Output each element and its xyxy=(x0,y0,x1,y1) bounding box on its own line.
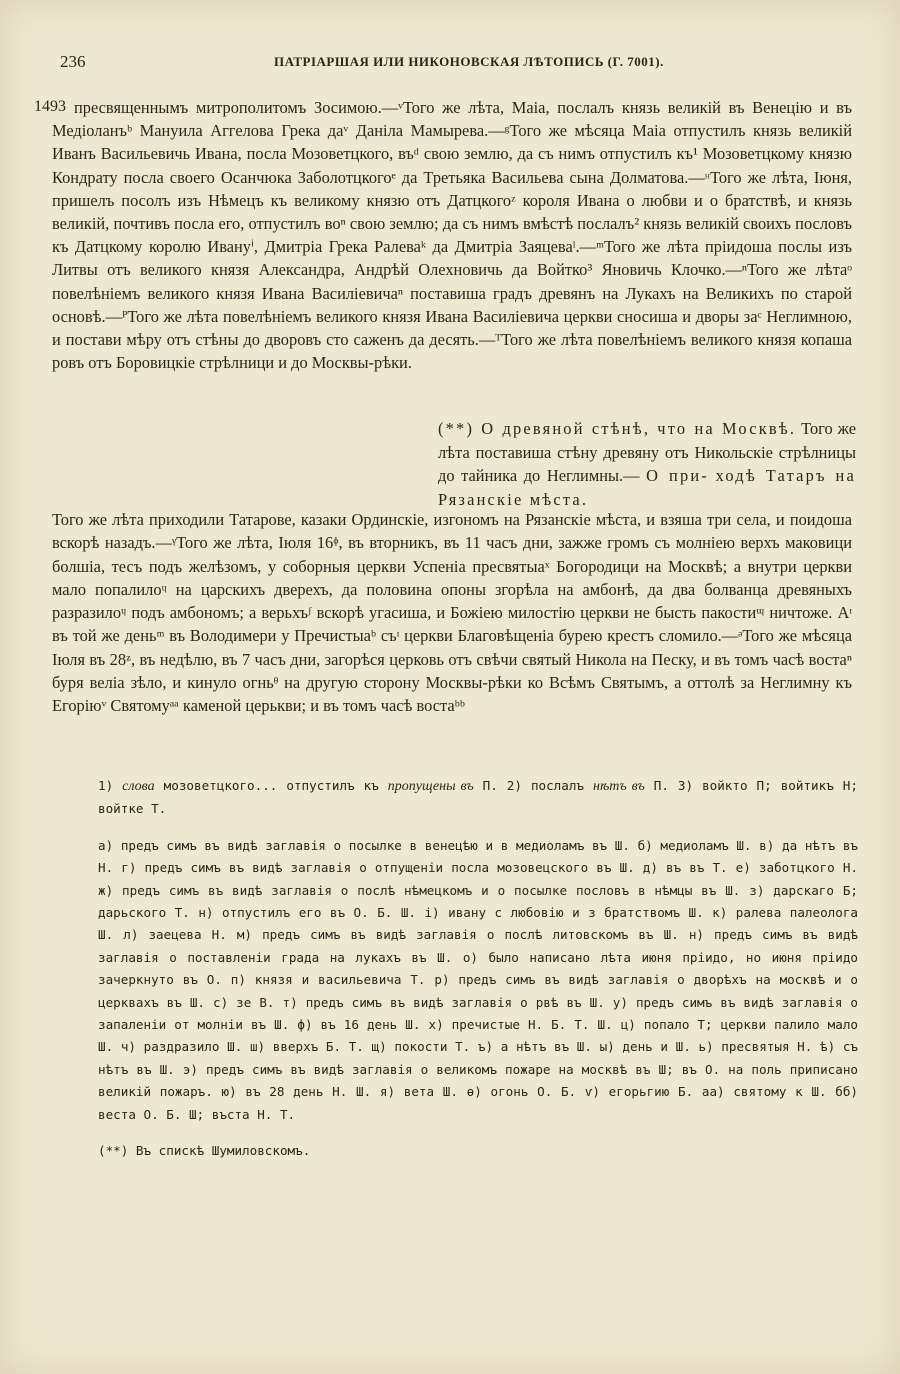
inserted-heading-wooden-wall: (**) О древяной стѣнѣ, что на Москвѣ. xyxy=(438,419,797,438)
footnote-1-text-3: П. 3) войкто П; войтикъ Н; войтке Т. xyxy=(98,778,858,817)
footnote-1-text-2: П. 2) послалъ xyxy=(482,778,585,793)
footnote-1-label: 1) xyxy=(98,778,114,793)
running-title: ПАТРІАРШАЯ ИЛИ НИКОНОВСКАЯ ЛѢТОПИСЬ (Г. 7001). xyxy=(274,54,664,69)
page-header xyxy=(54,52,854,74)
footnote-1-italic-1: слова xyxy=(122,779,155,794)
footnote-source-note: (**) Въ спискѣ Шумиловскомъ. xyxy=(98,1143,311,1159)
footnote-lettered: а) предъ симъ въ видѣ заглавія о посылке в венецѣю и в медиоламъ въ Ш. б) медиоламъ Ш. в) да нѣтъ въ Н. г) предъ симъ въ видѣ заглавія о отпущеніи посла мозовецского въ Ш. д) въ въ Т. е) заботцкого Н. ж) предъ симъ въ видѣ заглавія о послѣ нѣмецкомъ и о посылке пословъ в нѣмцы въ Ш. з) дарскаго Б; дарьского Т. н) отпустилъ его въ О. Б. Ш. і) ивану с любовію и з братствомъ Ш. к) ралева палеолога Ш. л) заецева Н. м) предъ симъ въ видѣ заглавія о послѣ литовскомъ въ Ш. н) предъ симъ въ видѣ заглавія о поставленіи града на лукахъ въ Ш. о) было написано лѣта июня пріидо, но июня пріидо зачеркнуто въ О. п) князя и васильевича Т. р) предъ симъ въ видѣ заглавія о дворѣхъ на москвѣ и о церквахъ въ Ш. с) зе В. т) предъ симъ въ видѣ заглавія о рвѣ въ Ш. у) предъ симъ въ видѣ заглавія о запаленіи от молніи въ Ш. ф) въ 16 день Ш. х) пречистые Н. Б. Т. Ш. ц) попало Т; церкви палило мало Ш. ч) раздразило Ш. ш) вверхъ Б. Т. щ) покости Т. ъ) а нѣтъ въ Ш. ы) день и Ш. ь) пресвятыя Н. ѣ) съ нѣтъ въ Ш. э) предъ симъ въ видѣ заглавія о великомъ пожаре на москвѣ въ Ш; въ О. на поль приписано великій пожаръ. ю) въ 28 день Н. Ш. я) вета Ш. ѳ) огонь О. Б. ѵ) егорьгию Б. аа) святому к Ш. бб) веста О. Б. Ш; въста Н. Т. xyxy=(98,837,858,1122)
inserted-text-wooden-wall: Того же лѣта поставиша стѣну древяну отъ Никольскіе стрѣлницы до тайника до Неглимны.— xyxy=(438,419,856,486)
continued-paragraph: Того же лѣта приходили Татарове, казаки Ординскіе, изгономъ на Рязанскіе мѣста, и взяша три села, и поидоша вскорѣ назадъ.—ᵞТого же лѣта, Іюля 16ᶲ, въ вторникъ, въ 11 часъ дни, зажже громъ съ молніею верхъ маковици болшіа, тесъ подъ желѣзомъ, у соборныя церкви Успеніа пресвятыаˣ Богородици на Москвѣ; а внутри церкви мало попалилоᶣ на царскихъ дверехъ, да половина опоны згорѣла на амбонѣ, да два болванца древяныхъ разразилоᶣ подъ амбономъ; а верьхъᶴ вскорѣ угасиша, и Божіею милостію церкви не бысть пакостиᶭ ничтоже. Аᶦ въ той же деньᵐ въ Володимери у Пречистыаᵇ съᶦ церкви Благовѣщеніа бурею крестъ сломило.—ᵊТого же мѣсяца Іюля въ 28ᶽ, въ недѣлю, въ 7 часъ дни, загорѣся церковь отъ свѣчи святый Никола на Песку, и въ томъ часѣ востаⁿ буря веліа зѣло, и кинуло огньᶿ на другую сторону Москвы-рѣки ко Всѣмъ Святымъ, а оттолѣ за Неглимну къ Егоріюᵛ Святомуᵃᵃ каменой церькви; и въ томъ часѣ востаᵇᵇ xyxy=(52,510,852,716)
main-text-block xyxy=(52,96,852,374)
inserted-heading-tatars-b: ходѣ Татаръ на Рязанскіе мѣста. xyxy=(438,466,856,509)
footnote-1-italic-2: пропущены въ xyxy=(387,779,474,794)
inserted-paragraph xyxy=(438,417,856,511)
main-paragraph: пресвященнымъ митрополитомъ Зосимою.—ᵛТого же лѣта, Маіа, послалъ князь великій въ Венецію и въ Медіоланъᵇ Мануила Аггелова Грека даᵛ Даніла Мамырева.—ᵍТого же мѣсяца Маіа отпустилъ князь великій Иванъ Васильевичь Ивана, посла Мозоветцкого, въᵈ свою землю, да съ нимъ отпустилъ къ¹ Мозоветцкому князю Кондрату посла своего Осанчюка Заболотцкогоᵉ да Третьяка Васильева сына Долматова.—ᵸТого же лѣта, Іюня, пришелъ посолъ изъ Нѣмецъ къ великому князю отъ Датцкогоᶻ короля Ивана о любви и о братствѣ, и князь великій, почтивъ посла его, отпустилъ воⁿ свою землю; да съ нимъ вмѣстѣ послалъ² князь великій своихъ пословъ къ Датцкому королю Ивануⁱ, Дмитріа Грека Ралеваᵏ да Дмитріа Заяцеваˡ.—ᵐТого же лѣта пріидоша послы изъ Литвы отъ великого князя Александра, Андрѣй Олехновичь да Войтко³ Яновичь Клочко.—ⁿТого же лѣтаᵒ повелѣніемъ великого князя Ивана Василіевичаⁿ поставиша градъ древянъ на Лукахъ на Великихъ по старой основѣ.—ᴾТого же лѣта повелѣніемъ великого князя Ивана Василіевича церкви сносиша и дворы заᶜ Неглимною, и постави мѣру отъ стѣны до дворовъ сто саженъ да десять.—ᵀТого же лѣта повелѣніемъ великого князя копаша ровъ отъ Боровицкіе стрѣлници и до Москвы-рѣки. xyxy=(52,98,852,373)
page-number: 236 xyxy=(60,52,86,71)
continued-text-block xyxy=(52,508,852,718)
inserted-heading-tatars-a: О при- xyxy=(646,466,709,486)
margin-year: 1493 xyxy=(34,98,66,115)
footnote-1-text-1: мозоветцкого... отпустилъ къ xyxy=(163,778,379,793)
inserted-text-block xyxy=(438,417,856,511)
footnote-1-italic-3: нѣтъ въ xyxy=(593,779,645,794)
footnote-numbered xyxy=(98,775,858,821)
footnotes-section xyxy=(98,775,858,1177)
